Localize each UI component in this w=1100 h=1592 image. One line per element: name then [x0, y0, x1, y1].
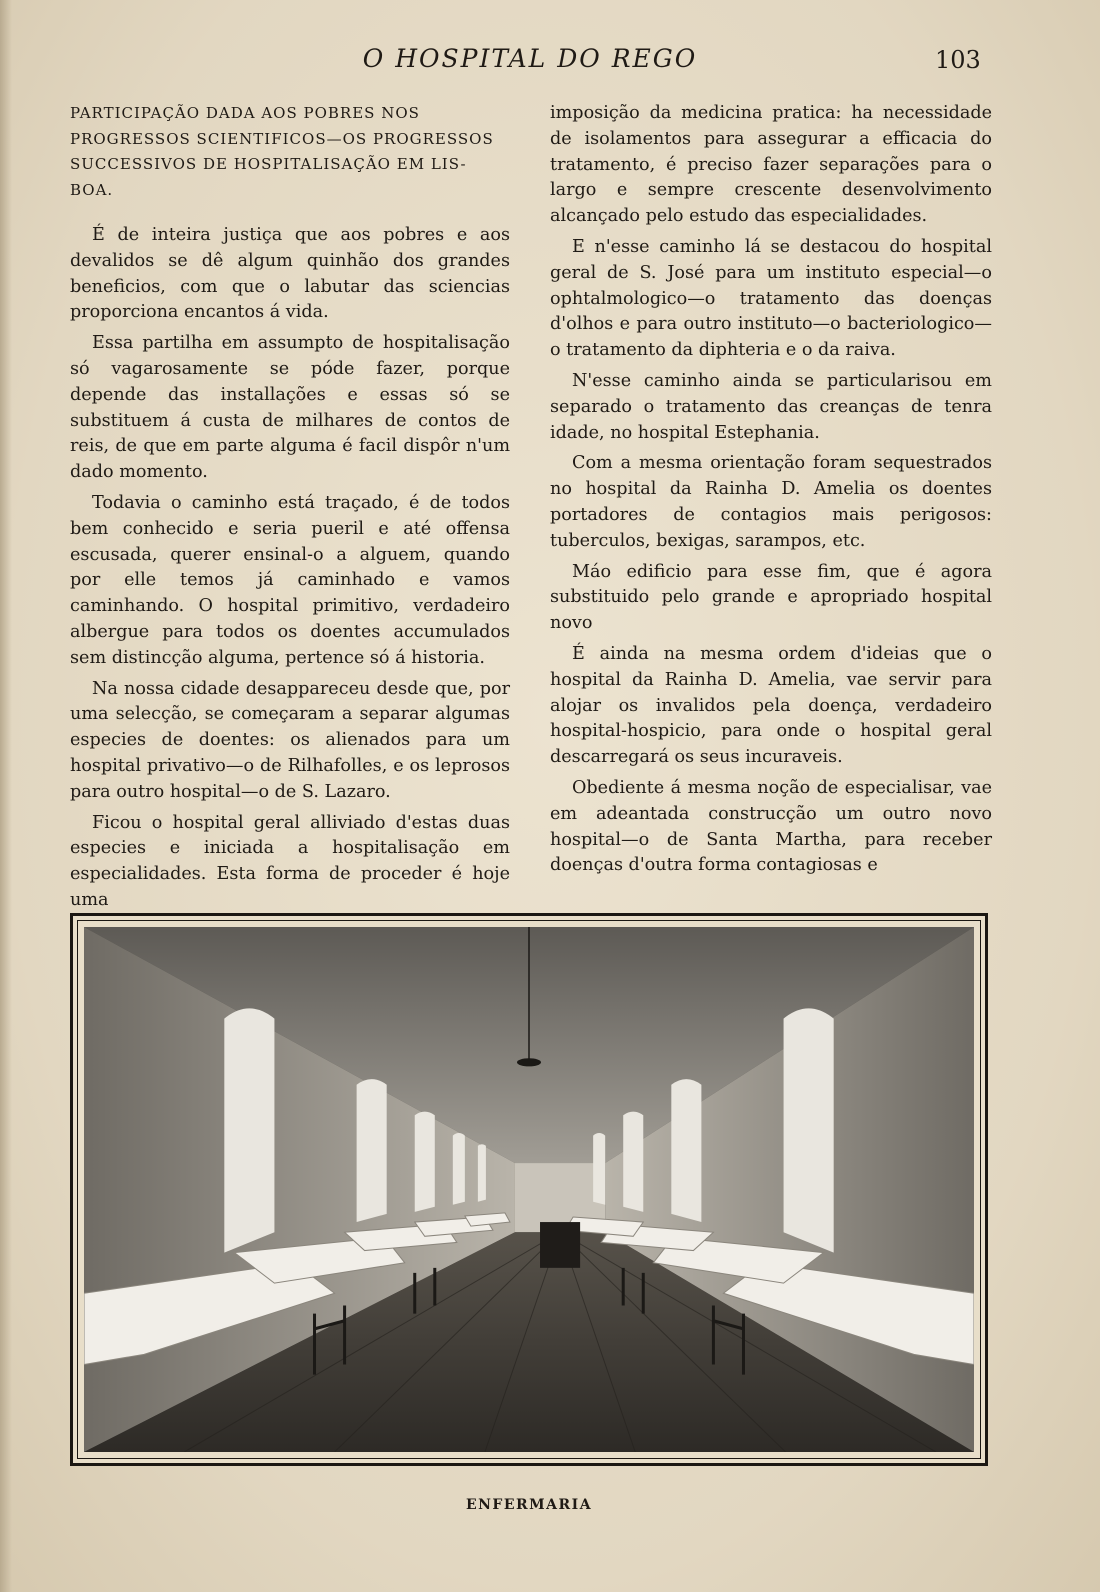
- right-column: [550, 101, 992, 884]
- paragraph: Essa partilha em assumpto de hospitalisação só vagarosamente se póde fazer, porque depende das installações e essas só se substituem á custa de milhares de contos de reis, de que em parte alguma é facil dispôr n'um dado momento.: [70, 333, 510, 483]
- paragraph: N'esse caminho ainda se particularisou em separado o tratamento das creanças de tenra idade, no hospital Estephania.: [550, 370, 992, 443]
- figure-caption: ENFERMARIA: [465, 1497, 593, 1513]
- page-spine-shadow: [0, 0, 12, 1592]
- figure-frame: [70, 913, 988, 1466]
- paragraph: É ainda na mesma ordem d'ideias que o hospital da Rainha D. Amelia, vae servir para alojar os invalidos pela doença, verdadeiro hospital-hospicio, para onde o hospital geral descarregará os seus incuraveis.: [550, 643, 992, 768]
- heading-line: SUCCESSIVOS DE HOSPITALISAÇÃO EM LIS-: [70, 155, 467, 173]
- paragraph: Na nossa cidade desappareceu desde que, por uma selecção, se começaram a separar algumas especies de doentes: os alienados para um hospital privativo—o de Rilhafolles, e os leprosos para outro hospital—o de S. Lazaro.: [70, 678, 510, 802]
- section-heading: [70, 101, 510, 203]
- paragraph: É de inteira justiça que aos pobres e aos devalidos se dê algum quinhão dos grandes beneficios, com que o labutar das sciencias proporciona encantos á vida.: [70, 225, 510, 323]
- paragraph: imposição da medicina pratica: ha necessidade de isolamentos para assegurar a efficacia do tratamento, é preciso fazer separações para o largo e sempre crescente desenvolvimento alcançado pelo estudo das especialidades.: [550, 103, 992, 227]
- paragraph: E n'esse caminho lá se destacou do hospital geral de S. José para um instituto especial—o ophtalmologico—o tratamento das doenças d'olhos e para outro instituto—o bacteriologico—o tratamento da diphteria e o da raiva.: [550, 236, 992, 361]
- paragraph: Todavia o caminho está traçado, é de todos bem conhecido e seria pueril e até offensa escusada, querer ensinal-o a alguem, quando por elle temos já caminhado e vamos caminhando. O hospital primitivo, verdadeiro albergue para todos os doentes accumulados sem distincção alguma, pertence só á historia.: [70, 492, 510, 668]
- running-title: O HOSPITAL DO REGO: [362, 44, 698, 73]
- heading-line: BOA.: [70, 180, 114, 199]
- paragraph: Obediente á mesma noção de especialisar, vae em adeantada construcção um outro novo hospital—o de Santa Martha, para receber doenças d'outra forma contagiosas e: [550, 777, 992, 876]
- left-column: [70, 101, 510, 919]
- paragraph: Com a mesma orientação foram sequestrados no hospital da Rainha D. Amelia os doentes portadores de contagios mais perigosos: tuberculos, bexigas, sarampos, etc.: [550, 453, 992, 551]
- heading-line: PROGRESSOS SCIENTIFICOS—OS PROGRESSOS: [70, 129, 494, 148]
- running-header: [0, 44, 1100, 78]
- paragraph: Ficou o hospital geral alliviado d'estas duas especies e iniciada a hospitalisação em especialidades. Esta forma de proceder é hoje uma: [70, 812, 510, 910]
- hospital-ward-photo: [84, 927, 974, 1452]
- heading-line: PARTICIPAÇÃO DADA AOS POBRES NOS: [70, 104, 420, 122]
- page-number: 103: [935, 46, 981, 74]
- figure-inner-border: [77, 920, 981, 1459]
- paragraph: Máo edificio para esse fim, que é agora substituido pelo grande e apropriado hospital novo: [550, 561, 992, 634]
